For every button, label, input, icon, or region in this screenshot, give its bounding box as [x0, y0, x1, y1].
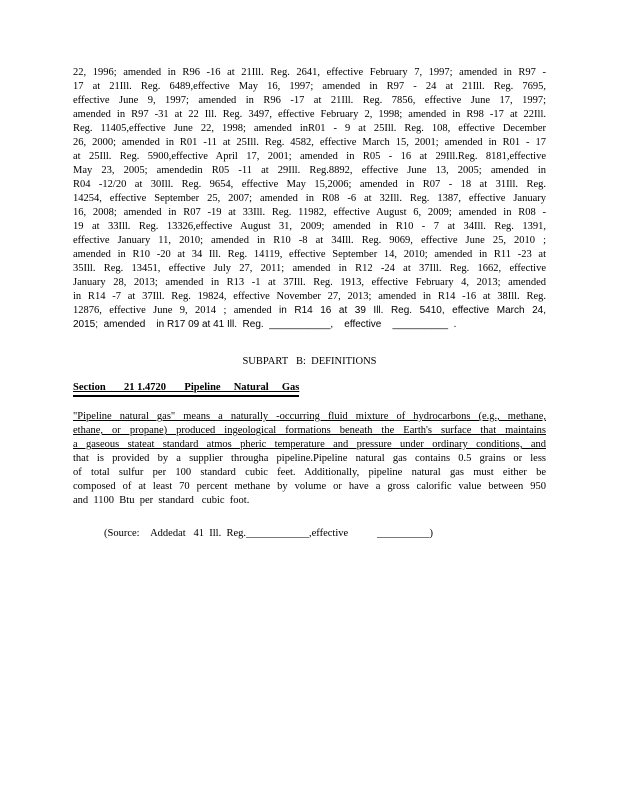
text-line — [73, 220, 546, 234]
text-segment: "Pipeline natural gas" means a naturally -occurring fluid mixture of hydrocarbons (e.g., methane, — [73, 411, 546, 422]
text-segment: Reg. 11405,effective June 22, 1998; amended inR01 - 9 at 25Ill. Reg. 108, effective December — [73, 123, 546, 134]
text-line — [73, 494, 546, 508]
text-line — [73, 262, 546, 276]
text-line — [73, 452, 546, 466]
text-line — [73, 122, 546, 136]
text-segment: R04 -12/20 at 30Ill. Reg. 9654, effective May 15,2006; amended in R07 - 18 at 31Ill. Reg. — [73, 179, 546, 190]
text-segment: and 1100 Btu per standard cubic foot. — [73, 495, 250, 506]
text-line — [73, 192, 546, 206]
text-line — [73, 466, 546, 480]
text-segment: a gaseous stateat standard atmos pheric temperature and pressure under ordinary conditions, and — [73, 439, 546, 450]
text-segment: effective June 9, 1997; amended in R96 -17 at 21Ill. Reg. 7856, effective June 17, 1997; — [73, 95, 546, 106]
text-segment: 35Ill. Reg. 13451, effective July 27, 2011; amended in R12 -24 at 37Ill. Reg. 1662, effective — [73, 263, 546, 274]
text-line — [73, 410, 546, 424]
text-segment: May 23, 2005; amendedin R05 -11 at 29Ill. Reg.8892, effective June 13, 2005; amended in — [73, 165, 546, 176]
text-line — [73, 206, 546, 220]
text-line — [73, 66, 546, 80]
text-segment: 19 at 33Ill. Reg. 13326,effective August 31, 2009; amended in R10 - 7 at 34Ill. Reg. 1391, — [73, 221, 546, 232]
text-line — [73, 290, 546, 304]
source-line: (Source: Addedat 41 Ill. Reg.____________,effective __________) — [104, 528, 434, 539]
text-segment: 12876, effective June 9, 2014 ; amended — [73, 305, 280, 316]
document-content — [73, 66, 546, 541]
amendment-history-paragraph — [73, 66, 546, 332]
text-line — [73, 438, 546, 452]
text-segment: 17 at 21Ill. Reg. 6489,effective May 16, 1997; amended in R97 - 24 at 21Ill. Reg. 7695, — [73, 81, 546, 92]
text-line — [73, 136, 546, 150]
text-line — [73, 304, 546, 318]
text-segment: in R14 16 at 39 Ill. Reg. 5410, effective March 24, — [279, 305, 547, 316]
text-line — [73, 80, 546, 94]
text-segment: January 28, 2013; amended in R13 -1 at 37Ill. Reg. 1913, effective February 4, 2013; amended — [73, 277, 546, 288]
text-segment: 22, 1996; amended in R96 -16 at 21Ill. Reg. 2641, effective February 7, 1997; amended in R97 - — [73, 67, 546, 78]
text-line — [73, 150, 546, 164]
text-segment: of total sulfur per 100 standard cubic feet. Additionally, pipeline natural gas must either be — [73, 467, 546, 478]
text-line — [73, 94, 546, 108]
definition-paragraph — [73, 410, 546, 508]
section-heading: Section 21 1.4720 Pipeline Natural Gas — [73, 382, 299, 397]
text-segment: 2015; amended in R17 09 at 41 Ill. Reg. ___________, effective __________ . — [73, 319, 457, 330]
text-segment: amended in R10 -20 at 34 Ill. Reg. 14119, effective September 14, 2010; amended in R11 -23 at — [73, 249, 546, 260]
section-heading-row — [73, 379, 546, 397]
text-line — [73, 178, 546, 192]
text-segment: in R14 -7 at 37Ill. Reg. 19824, effective November 27, 2013; amended in R14 -16 at 38Ill. Reg. — [73, 291, 546, 302]
text-line — [73, 318, 546, 332]
text-line — [73, 164, 546, 178]
text-segment: 16, 2008; amended in R07 -19 at 33Ill. Reg. 11982, effective August 6, 2009; amended in R08 - — [73, 207, 546, 218]
subpart-heading: SUBPART B: DEFINITIONS — [242, 356, 377, 367]
text-line — [73, 234, 546, 248]
text-line — [73, 480, 546, 494]
text-segment: 14254, effective September 25, 2007; amended in R08 -6 at 32Ill. Reg. 1387, effective January — [73, 193, 546, 204]
text-line — [73, 276, 546, 290]
text-segment: effective January 11, 2010; amended in R10 -8 at 34Ill. Reg. 9069, effective June 25, 2010 ; — [73, 235, 546, 246]
text-segment: at 25Ill. Reg. 5900,effective April 17, 2001; amended in R05 - 16 at 29Ill.Reg. 8181,effective — [73, 151, 546, 162]
text-segment: ethane, or propane) produced ingeological formations beneath the Earth's surface that maintains — [73, 425, 546, 436]
text-segment: composed of at least 70 percent methane by volume or have a gross calorific value between 950 — [73, 481, 546, 492]
text-line — [73, 424, 546, 438]
text-line — [73, 108, 546, 122]
text-line — [73, 248, 546, 262]
text-segment: that is provided by a supplier througha pipeline.Pipeline natural gas contains 0.5 grains or less — [73, 453, 546, 464]
text-segment: amended in R97 -31 at 22 Ill. Reg. 3497, effective February 2, 1998; amended in R98 -17 at 22Ill. — [73, 109, 546, 120]
text-segment: 26, 2000; amended in R01 -11 at 25Ill. Reg. 4582, effective March 15, 2001; amended in R01 - 17 — [73, 137, 546, 148]
